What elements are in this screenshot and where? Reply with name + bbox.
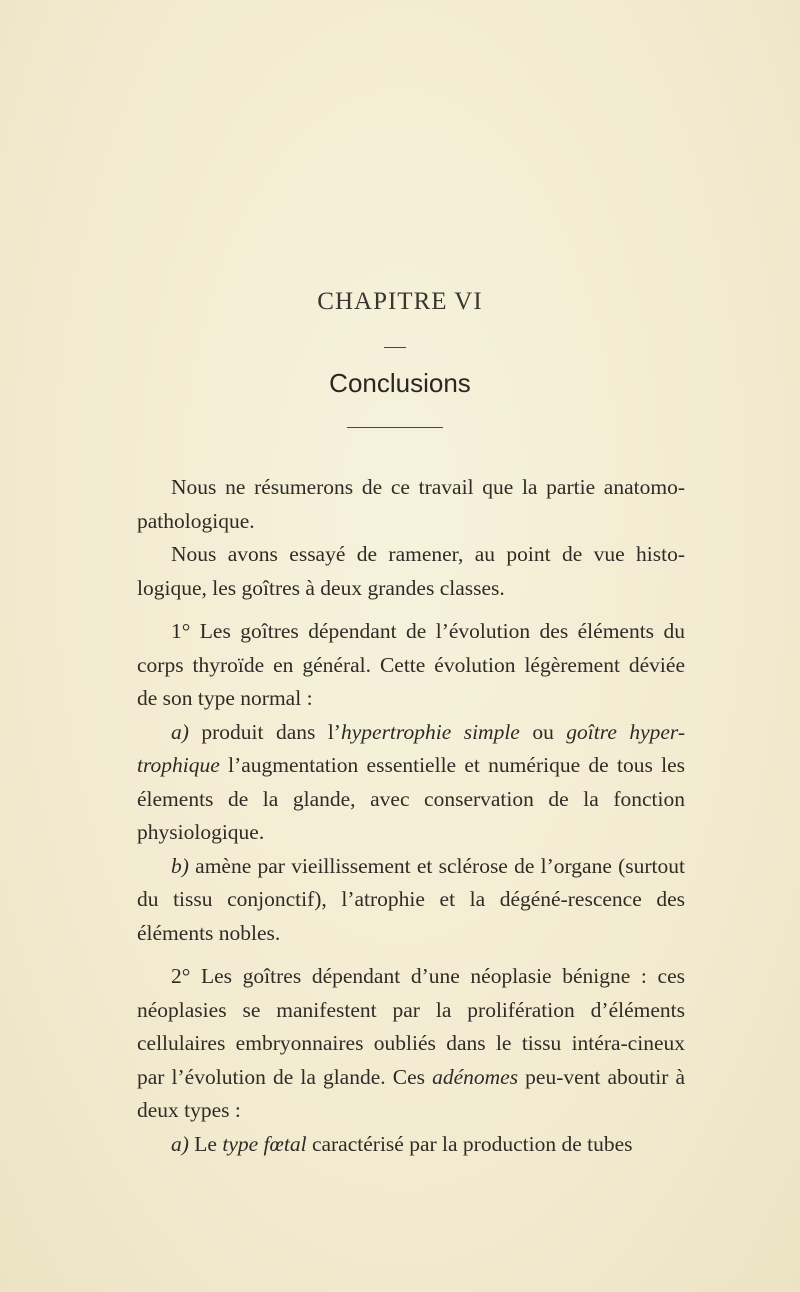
item-label: a) [171, 719, 189, 744]
section-title: Conclusions [329, 368, 471, 398]
item-label: b) [171, 853, 189, 878]
item-label: a) [171, 1131, 189, 1156]
paragraph-second-class: 2° Les goîtres dépendant d’une néoplasie bénigne : ces néoplasies se manifestent par la prolifération d’éléments cellulaires embryonnaires oubliés dans le tissu intéra-cineux par l’évolution de la glande. Ces adénomes peu-vent aboutir à deux types : [137, 964, 685, 1122]
paragraph-b-atrophy: b) amène par vieillissement et sclérose de l’organe (surtout du tissu conjonctif), l’atrophie et la dégéné-rescence des éléments nobles. [137, 853, 685, 945]
paragraph-a-fetal-type: a) Le type fœtal caractérisé par la production de tubes [171, 1131, 633, 1156]
term-goitre-hypertrophique: goître hyper-trophique [137, 719, 686, 777]
paragraph-a-hypertrophy: a) produit dans l’hypertrophie simple ou goître hyper-trophique l’augmentation essentielle et numérique de tous les élements de la glande, avec conservation de la fonction physiologique. [137, 719, 686, 844]
chapter-heading: CHAPITRE VI [317, 288, 483, 315]
term-hypertrophie: hypertrophie simple [340, 719, 520, 744]
body-text [137, 471, 685, 1161]
paragraph-intro: Nous ne résumerons de ce travail que la partie anatomo-pathologique. [137, 475, 685, 533]
paragraph-classes: Nous avons essayé de ramener, au point de vue histo-logique, les goîtres à deux grandes classes. [137, 542, 685, 600]
term-adenomes: adénomes [432, 1064, 519, 1089]
term-type-foetal: type fœtal [222, 1131, 307, 1156]
paragraph-first-class: 1° Les goîtres dépendant de l’évolution des éléments du corps thyroïde en général. Cette évolution légèrement déviée de son type normal : [137, 619, 685, 710]
chapter-dash [384, 347, 406, 348]
title-rule [347, 427, 443, 428]
